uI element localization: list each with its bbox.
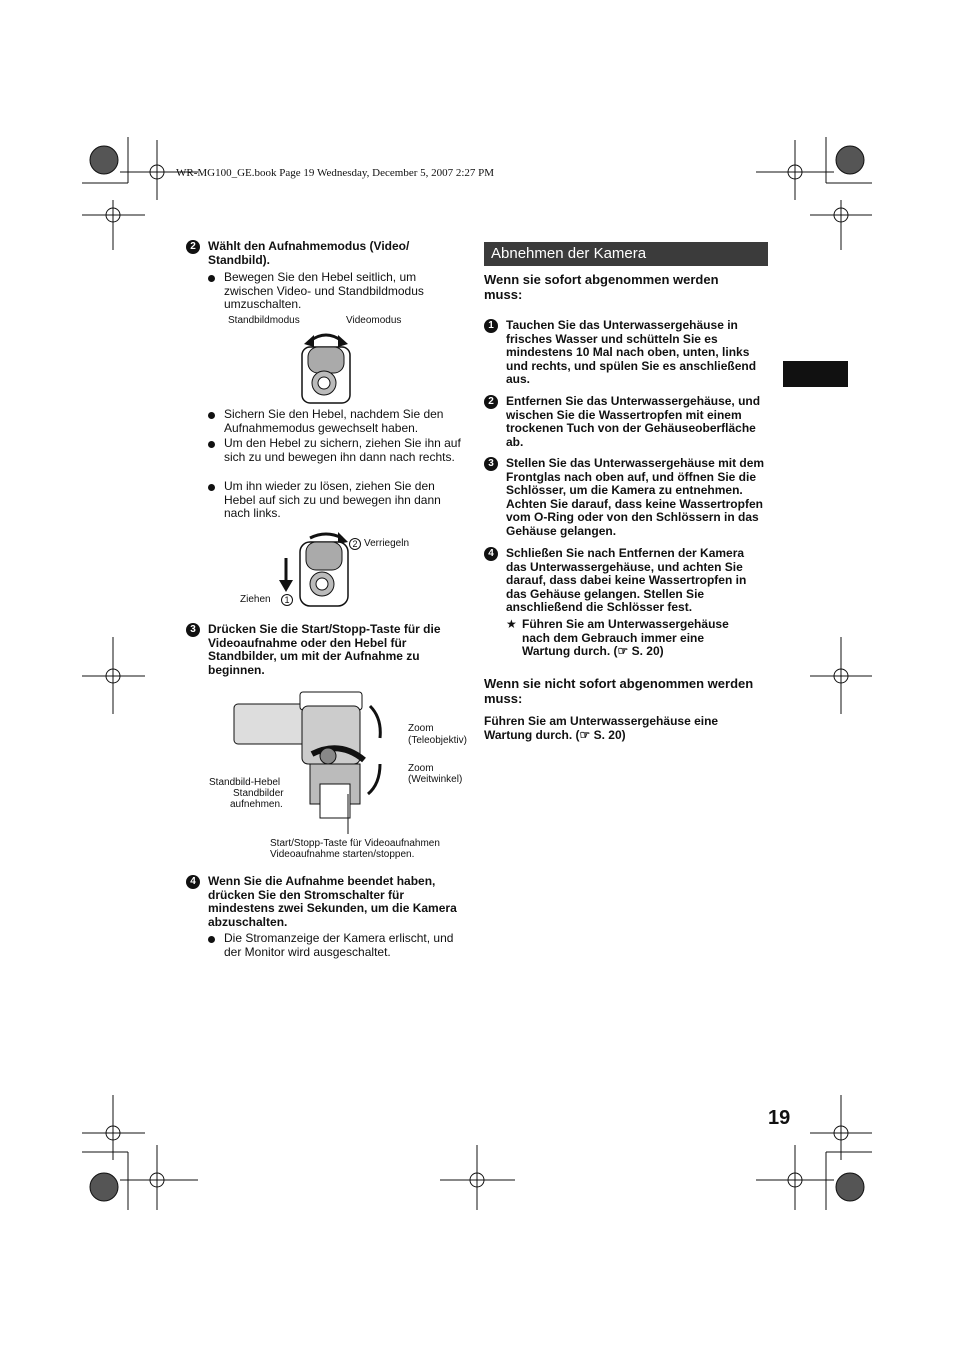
label-videomodus: Videomodus xyxy=(346,315,402,326)
bullet-item xyxy=(208,408,468,435)
step-4 xyxy=(186,875,466,929)
removal-step-4 xyxy=(484,547,768,615)
bullet-dot xyxy=(208,412,215,419)
subheading: Wenn sie nicht sofort abgenommen werden muss: xyxy=(484,676,754,706)
note-text: Führen Sie am Unterwassergehäuse nach dem Gebrauch immer eine Wartung durch. (☞ S. 20) xyxy=(522,617,729,659)
bullet-text: Sichern Sie den Hebel, nachdem Sie den Aufnahmemodus gewechselt haben. xyxy=(224,407,444,435)
subheading: Wenn sie sofort abgenommen werden muss: xyxy=(484,272,719,302)
step-title: Drücken Sie die Start/Stopp-Taste für die Videoaufnahme oder den Hebel für Standbilder, um mit der Aufnahme zu beginnen. xyxy=(208,622,441,677)
step-number: 3 xyxy=(186,623,200,637)
label-aufnehmen: aufnehmen. xyxy=(230,799,283,810)
label-verriegeln: Verriegeln xyxy=(364,538,410,549)
callout-number: 1 xyxy=(281,594,293,606)
step-title: Wählt den Aufnahmemodus (Video/ Standbild). xyxy=(208,239,410,267)
star-icon: ★ xyxy=(506,617,517,631)
step-2 xyxy=(186,240,466,267)
label-zoom-wide-sub: (Weitwinkel) xyxy=(408,774,463,785)
step-number: 3 xyxy=(484,457,498,471)
removal-step-1 xyxy=(484,319,768,387)
label-ziehen: Ziehen xyxy=(240,594,271,605)
bullet-text: Die Stromanzeige der Kamera erlischt, und der Monitor wird ausgeschaltet. xyxy=(224,931,454,959)
bullet-dot xyxy=(208,275,215,282)
removal-step-2 xyxy=(484,395,768,449)
step-number: 2 xyxy=(484,395,498,409)
step-text: Stellen Sie das Unterwassergehäuse mit dem Frontglas nach oben auf, und öffnen Sie die Schlösser, um die Kamera zu entnehmen. Achten Sie darauf, dass keine Wassertropfen vom O-Ring oder von den Schlössern in das Gehäuse gelangen. xyxy=(506,456,765,538)
bullet-item xyxy=(208,480,468,521)
step-3 xyxy=(186,623,466,677)
callout-number: 2 xyxy=(349,538,361,550)
step-number: 2 xyxy=(186,240,200,254)
step-text: Tauchen Sie das Unterwassergehäuse in frisches Wasser und schütteln Sie es mindestens 10 Mal nach oben, unten, links und rechts, und spülen Sie es anschließend aus. xyxy=(506,318,757,387)
bullet-item xyxy=(208,271,468,312)
label-zoom-wide: Zoom xyxy=(408,763,434,774)
label-standbilder: Standbilder xyxy=(233,788,284,799)
bullet-text: Um ihn wieder zu lösen, ziehen Sie den Hebel auf sich zu und bewegen ihn dann nach links. xyxy=(224,479,441,521)
bullet-text: Bewegen Sie den Hebel seitlich, um zwischen Video- und Standbildmodus umzuschalten. xyxy=(224,270,424,312)
step-number: 4 xyxy=(484,547,498,561)
bullet-item xyxy=(208,437,468,464)
step-number: 4 xyxy=(186,875,200,889)
step-text: Schließen Sie nach Entfernen der Kamera das Unterwassergehäuse, und achten Sie darauf, dass dabei keine Wassertropfen in das Gehäuse gelangen. Stellen Sie anschließend die Schlösser fest. xyxy=(506,546,747,615)
label-standbild-hebel: Standbild-Hebel xyxy=(209,777,281,788)
page-number: 19 xyxy=(768,1107,791,1129)
bullet-item xyxy=(208,932,470,959)
section-title: Abnehmen der Kamera xyxy=(484,242,768,266)
bullet-dot xyxy=(208,441,215,448)
step-text: Entfernen Sie das Unterwassergehäuse, und wischen Sie die Wassertropfen mit einem trockenen Tuch von der Gehäuseoberfläche ab. xyxy=(506,394,761,449)
maintenance-text: Führen Sie am Unterwassergehäuse eine Wartung durch. (☞ S. 20) xyxy=(484,714,719,742)
label-start-stopp-sub: Videoaufnahme starten/stoppen. xyxy=(270,849,415,860)
bullet-dot xyxy=(208,936,215,943)
step-title: Wenn Sie die Aufnahme beendet haben, drücken Sie den Stromschalter für mindestens zwei Sekunden, um die Kamera abzuschalten. xyxy=(208,874,457,929)
label-zoom-tele: Zoom xyxy=(408,723,434,734)
bullet-text: Um den Hebel zu sichern, ziehen Sie ihn auf sich zu und bewegen ihn dann nach rechts. xyxy=(224,436,461,464)
label-standbildmodus: Standbildmodus xyxy=(228,315,300,326)
step-number: 1 xyxy=(484,319,498,333)
file-header: WR-MG100_GE.book Page 19 Wednesday, December 5, 2007 2:27 PM xyxy=(176,167,495,179)
label-zoom-tele-sub: (Teleobjektiv) xyxy=(408,735,467,746)
note-star xyxy=(506,618,746,659)
label-start-stopp: Start/Stopp-Taste für Videoaufnahmen xyxy=(270,838,440,849)
removal-step-3 xyxy=(484,457,768,539)
mode-lever-illustration xyxy=(296,327,356,405)
section-tab xyxy=(783,361,848,387)
bullet-dot xyxy=(208,484,215,491)
